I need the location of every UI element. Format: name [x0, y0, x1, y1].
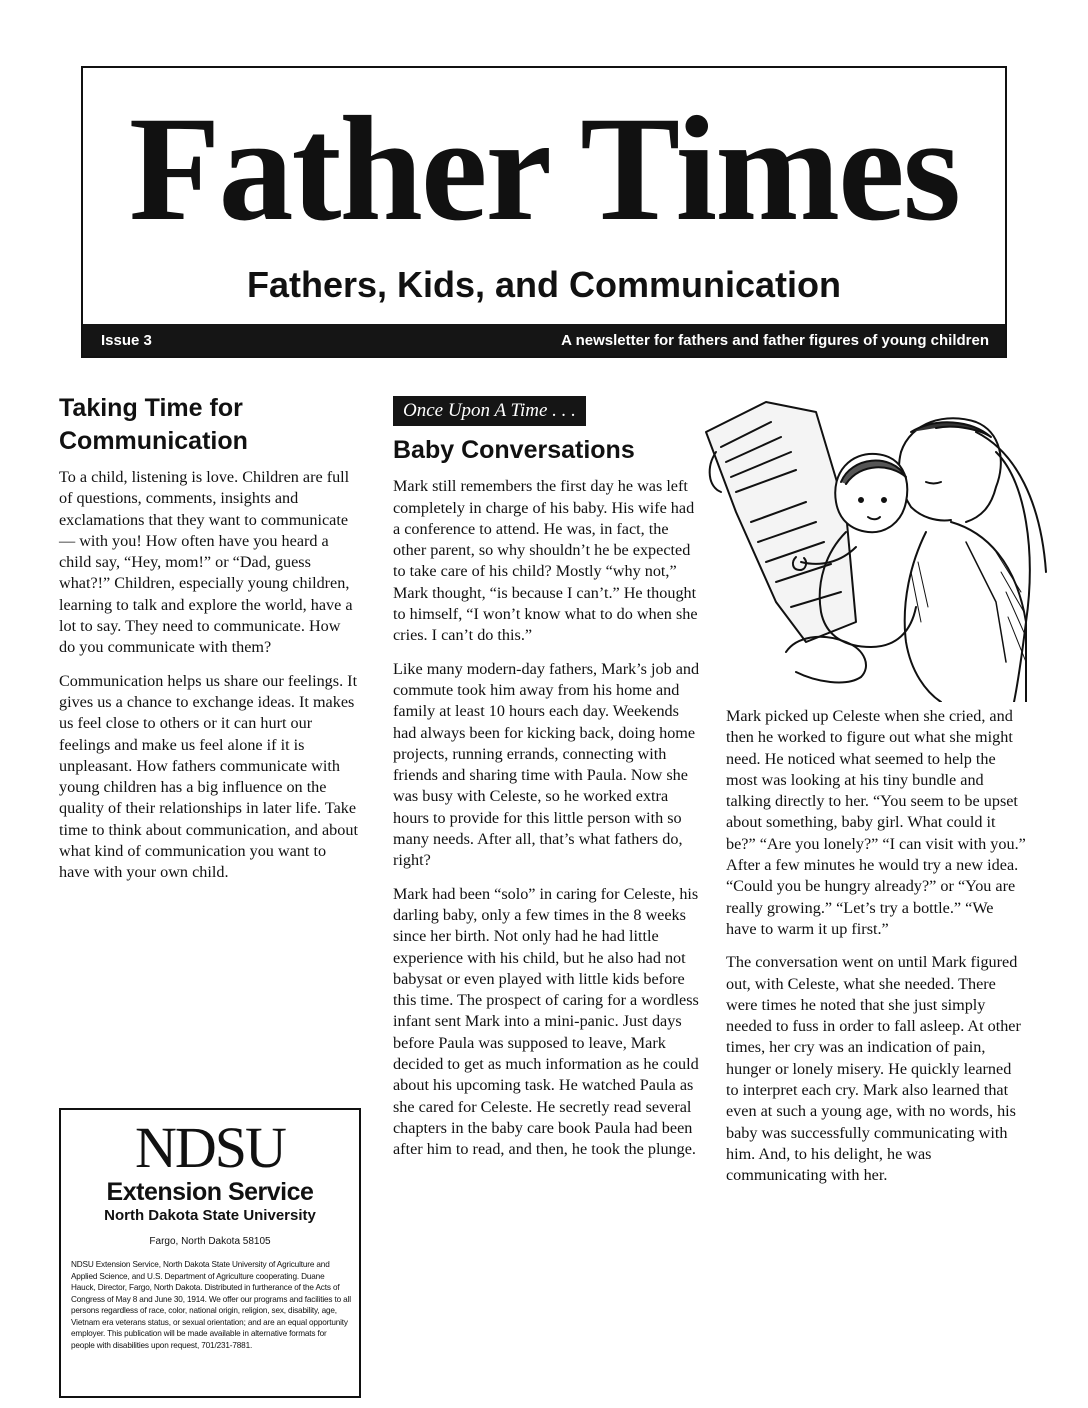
newsletter-title: Father Times	[128, 86, 960, 252]
issue-bar	[83, 324, 1005, 356]
paragraph: To a child, listening is love. Children are full of questions, comments, insights and exclamations that they want to communicate — with you! How often have you heard a child say, “Hey, mom!” or “Dad, guess what?!” Children, especially young children, learning to talk and explore the world, have a lot to say. They need to communicate. How do you communicate with them?	[59, 468, 353, 657]
paragraph: Like many modern-day fathers, Mark’s job and commute took him away from his home and family at least 10 hours each day. Weekends had always been for kicking back, doing home projects, running errands, connecting with friends and sharing time with Paula. Now she was busy with Celeste, so he worked extra hours to provide for this little person with so many needs. After all, that’s what fathers do, right?	[393, 659, 700, 870]
paragraph: Communication helps us share our feelings. It gives us a chance to exchange ideas. It makes us feel close to others or it can hurt our feelings and make us feel alone if it is unpleasant. How fathers communicate with young children has a big influence on the quality of their relationships in later life. Take time to think about communication, and about what kind of communication you want to have with your own child.	[59, 671, 358, 882]
father-reading-newspaper-with-child-illustration	[696, 392, 1056, 702]
ndsu-logo: NDSU	[135, 1115, 285, 1180]
left-column	[59, 392, 359, 896]
paragraph: Mark had been “solo” in caring for Celeste, his darling baby, only a few times in the 8 weeks since her birth. Not only had he had little experience with his child, but he also had not babysat or even played with little kids before this time. The prospect of caring for a wordless infant sent Mark into a mini-panic. Just days before Paula was supposed to leave, Mark decided to get as much information as he could about his upcoming task. He watched Paula as she cared for Celeste. He secretly read several chapters in the baby care book Paula had been after him to read, and then, he took the plunge.	[393, 884, 699, 1159]
heading-line-1: Taking Time for	[59, 394, 243, 422]
story-kicker: Once Upon A Time . . .	[393, 396, 586, 426]
paragraph: Mark still remembers the first day he was left completely in charge of his baby. His wife had a conference to attend. He was, in fact, the other parent, so why shouldn’t he be expected to take care of his child? Mostly “why not,” Mark thought, “is because I can’t.” He thought to himself, “I won’t know what to do when she cries. I can’t do this.”	[393, 477, 698, 645]
tagline: A newsletter for fathers and father figures of young children	[561, 332, 989, 349]
university-name: North Dakota State University	[104, 1207, 316, 1224]
left-column-heading	[59, 392, 359, 458]
masthead	[81, 66, 1007, 358]
story-continued-column	[726, 706, 1026, 1199]
heading-line-2: Communication	[59, 427, 248, 455]
extension-service-label: Extension Service	[106, 1178, 314, 1206]
story-heading: Baby Conversations	[393, 436, 635, 465]
address: Fargo, North Dakota 58105	[149, 1236, 271, 1247]
legal-fine-print: NDSU Extension Service, North Dakota State University of Agriculture and Applied Science, and U.S. Department of Agriculture cooperating. Duane Hauck, Director, Fargo, North Dakota. Distributed in furtherance of the Acts of Congress of May 8 and June 30, 1914. We offer our programs and facilities to all persons regardless of race, color, national origin, religion, sex, disability, age, Vietnam era veterans status, or sexual orientation; and are an equal opportunity employer. This publication will be made available in alternative formats for people with disabilities upon request, 701/231-7881.	[71, 1260, 351, 1350]
paragraph: The conversation went on until Mark figured out, with Celeste, what she needed. There were times he noted that she just simply needed to fuss in order to fall asleep. At other times, her cry was an indication of pain, hunger or lonely misery. He quickly learned to interpret each cry. Mark also learned that even at such a young age, with no words, his baby was successfully communicating with him. And, to his delight, he was communicating with her.	[726, 953, 1021, 1185]
issue-number: Issue 3	[101, 332, 152, 349]
ndsu-extension-box	[59, 1108, 361, 1398]
story-column	[393, 396, 703, 1173]
paragraph: Mark picked up Celeste when she cried, and then he worked to figure out what she might need. He noticed what seemed to help the most was looking at his tiny bundle and talking directly to her. “You seem to be upset about something, baby girl. What could it be?” “Are you lonely?” “I can visit with you.” After a few minutes he would try a new idea. “Could you be hungry already?” or “You are really growing.” “Let’s try a bottle.” “We have to warm it up first.”	[726, 707, 1026, 938]
newsletter-subtitle: Fathers, Kids, and Communication	[246, 264, 842, 305]
